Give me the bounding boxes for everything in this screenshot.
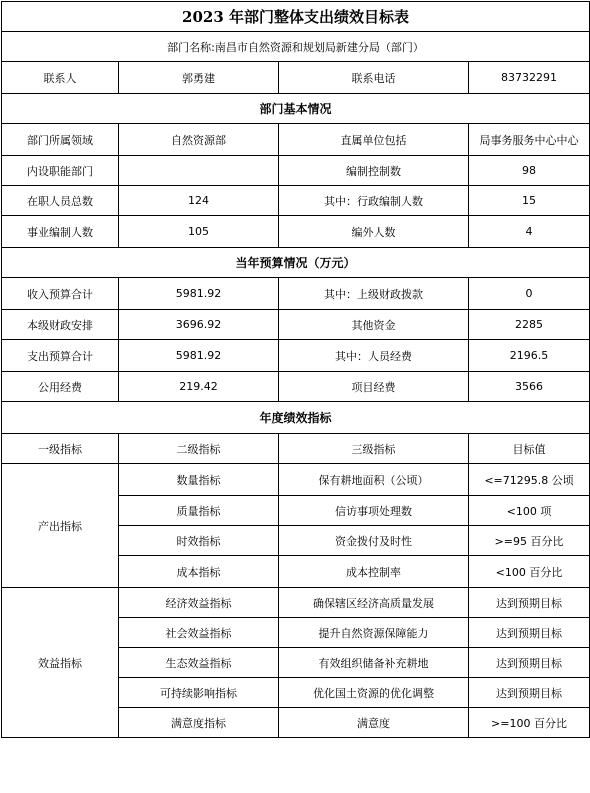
table-row	[2, 186, 590, 216]
budget-label: 其中：人员经费	[279, 340, 469, 372]
tertiary-indicator: 确保辖区经济高质量发展	[279, 588, 469, 618]
contact-row	[2, 62, 590, 94]
section-header-indicators	[2, 402, 590, 434]
basic-label: 直属单位包括	[279, 124, 469, 156]
basic-value: 98	[469, 156, 590, 186]
section-header-budget	[2, 248, 590, 278]
tertiary-indicator: 提升自然资源保障能力	[279, 618, 469, 648]
budget-label: 项目经费	[279, 372, 469, 402]
department-name: 部门名称:南昌市自然资源和规划局新建分局（部门）	[2, 32, 590, 62]
budget-value: 3696.92	[119, 310, 279, 340]
target-value: >=100 百分比	[469, 708, 590, 738]
target-value: <100 项	[469, 496, 590, 526]
basic-value: 105	[119, 216, 279, 248]
contact-label: 联系人	[2, 62, 119, 94]
column-header: 二级指标	[119, 434, 279, 464]
budget-label: 收入预算合计	[2, 278, 119, 310]
table-row	[2, 464, 590, 496]
table-row	[2, 340, 590, 372]
budget-label: 其他资金	[279, 310, 469, 340]
table-row	[2, 216, 590, 248]
table-row	[2, 278, 590, 310]
table-row	[2, 588, 590, 618]
tertiary-indicator: 优化国土资源的优化调整	[279, 678, 469, 708]
target-value: <100 百分比	[469, 556, 590, 588]
budget-heading: 当年预算情况（万元）	[2, 248, 590, 278]
tertiary-indicator: 满意度	[279, 708, 469, 738]
phone-label: 联系电话	[279, 62, 469, 94]
table-row	[2, 156, 590, 186]
secondary-indicator: 社会效益指标	[119, 618, 279, 648]
benefit-indicator-label: 效益指标	[2, 588, 119, 738]
budget-label: 本级财政安排	[2, 310, 119, 340]
budget-label: 其中：上级财政拨款	[279, 278, 469, 310]
budget-value: 2196.5	[469, 340, 590, 372]
tertiary-indicator: 有效组织储备补充耕地	[279, 648, 469, 678]
section-header-basic	[2, 94, 590, 124]
basic-label: 在职人员总数	[2, 186, 119, 216]
target-value: >=95 百分比	[469, 526, 590, 556]
target-value: 达到预期目标	[469, 588, 590, 618]
basic-value: 局事务服务中心中心	[469, 124, 590, 156]
secondary-indicator: 经济效益指标	[119, 588, 279, 618]
secondary-indicator: 数量指标	[119, 464, 279, 496]
basic-label: 编外人数	[279, 216, 469, 248]
secondary-indicator: 生态效益指标	[119, 648, 279, 678]
budget-value: 5981.92	[119, 278, 279, 310]
table-row	[2, 310, 590, 340]
title-row	[2, 2, 590, 32]
table-title: 2023 年部门整体支出绩效目标表	[2, 2, 590, 32]
target-value: <=71295.8 公顷	[469, 464, 590, 496]
budget-value: 3566	[469, 372, 590, 402]
column-header: 目标值	[469, 434, 590, 464]
basic-label: 编制控制数	[279, 156, 469, 186]
tertiary-indicator: 成本控制率	[279, 556, 469, 588]
basic-label: 其中：行政编制人数	[279, 186, 469, 216]
table-row	[2, 124, 590, 156]
secondary-indicator: 成本指标	[119, 556, 279, 588]
tertiary-indicator: 保有耕地面积（公顷）	[279, 464, 469, 496]
column-header: 三级指标	[279, 434, 469, 464]
budget-label: 公用经费	[2, 372, 119, 402]
basic-value: 124	[119, 186, 279, 216]
target-value: 达到预期目标	[469, 618, 590, 648]
basic-value: 4	[469, 216, 590, 248]
secondary-indicator: 可持续影响指标	[119, 678, 279, 708]
target-value: 达到预期目标	[469, 648, 590, 678]
target-value: 达到预期目标	[469, 678, 590, 708]
basic-value: 15	[469, 186, 590, 216]
secondary-indicator: 满意度指标	[119, 708, 279, 738]
secondary-indicator: 质量指标	[119, 496, 279, 526]
basic-label: 事业编制人数	[2, 216, 119, 248]
department-row	[2, 32, 590, 62]
tertiary-indicator: 资金拨付及时性	[279, 526, 469, 556]
budget-value: 5981.92	[119, 340, 279, 372]
tertiary-indicator: 信访事项处理数	[279, 496, 469, 526]
budget-value: 2285	[469, 310, 590, 340]
budget-label: 支出预算合计	[2, 340, 119, 372]
indicator-header-row	[2, 434, 590, 464]
indicators-heading: 年度绩效指标	[2, 402, 590, 434]
basic-label: 部门所属领域	[2, 124, 119, 156]
column-header: 一级指标	[2, 434, 119, 464]
basic-value: 自然资源部	[119, 124, 279, 156]
basic-heading: 部门基本情况	[2, 94, 590, 124]
basic-value	[119, 156, 279, 186]
budget-value: 0	[469, 278, 590, 310]
phone-value: 83732291	[469, 62, 590, 94]
basic-label: 内设职能部门	[2, 156, 119, 186]
output-indicator-label: 产出指标	[2, 464, 119, 588]
table-row	[2, 372, 590, 402]
budget-value: 219.42	[119, 372, 279, 402]
performance-target-table	[1, 1, 590, 738]
contact-name: 郭勇建	[119, 62, 279, 94]
secondary-indicator: 时效指标	[119, 526, 279, 556]
